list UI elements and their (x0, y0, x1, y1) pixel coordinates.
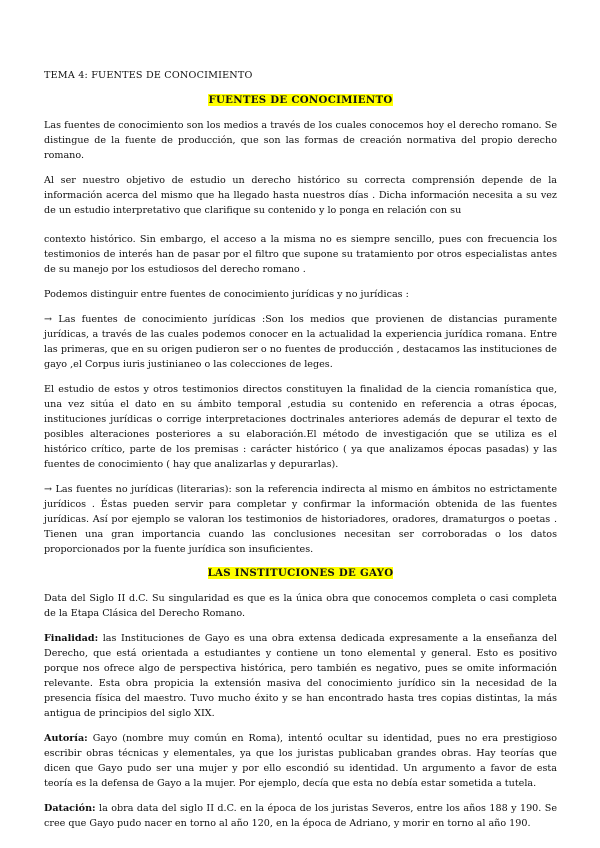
paragraph: → Las fuentes no jurídicas (literarias): son la referencia indirecta al mismo en ámbitos no estrictamente jurídicos . Éstas pueden servir para completar y confirmar la información obtenida de las fuentes jurídicas. Así por ejemplo se valoran los testimonios de historiadores, oradores, dramaturgos o poetas . Tienen una gran importancia cuando las conclusiones necesitan ser corroboradas o los datos proporcionados por la fuente jurídica son insuficientes. (44, 484, 557, 555)
finalidad-text: las Instituciones de Gayo es una obra extensa dedicada expresamente a la enseñanza del Derecho, que está orientada a estudiantes y contiene un tono elemental y general. Esto es positivo porque nos ofrece algo de perspectiva histórica, pero también es negativo, pues se omite información relevante. Esta obra propicia la extensión masiva del conocimiento jurídico sin la necesidad de la presencia física del maestro. Tuvo mucho éxito y se han encontrado hasta tres copias distintas, la más antigua de principios del siglo XIX. (44, 633, 557, 719)
paragraph-datacion (44, 801, 557, 831)
section-heading-gayo (44, 567, 557, 579)
section-heading-fuentes-text: FUENTES DE CONOCIMIENTO (208, 94, 393, 106)
paragraph-finalidad (44, 631, 557, 721)
paragraph-autoria (44, 731, 557, 791)
section-heading-gayo-text: LAS INSTITUCIONES DE GAYO (207, 567, 394, 579)
paragraph: → Las fuentes de conocimiento jurídicas :Son los medios que provienen de distancias puramente jurídicas, a través de las cuales podemos conocer en la actualidad la experiencia jurídica romana. Entre las primeras, que en su origen pudieron ser o no fuentes de producción , destacamos las instituciones de gayo ,el Corpus iuris justinianeo o las colecciones de leges. (44, 314, 557, 370)
document-title: TEMA 4: FUENTES DE CONOCIMIENTO (44, 70, 253, 81)
finalidad-label: Finalidad: (44, 633, 99, 644)
paragraph: Las fuentes de conocimiento son los medios a través de los cuales conocemos hoy el derecho romano. Se distingue de la fuente de producción, que son las formas de creación normativa del propio derecho romano. (44, 120, 557, 161)
paragraph: Podemos distinguir entre fuentes de conocimiento jurídicas y no jurídicas : (44, 289, 409, 300)
paragraph: Al ser nuestro objetivo de estudio un derecho histórico su correcta comprensión depende de la información acerca del mismo que ha llegado hasta nuestros días . Dicha información necesita a su vez de un estudio interpretativo que clarifique su contenido y lo ponga en relación con su (44, 175, 557, 216)
autoria-text: Gayo (nombre muy común en Roma), intentó ocultar su identidad, pues no era prestigioso escribir obras técnicas y elementales, ya que los juristas publicaban grandes obras. Hay teorías que dicen que Gayo pudo ser una mujer y por ello escondió su identidad. Un argumento a favor de esta teoría es la defensa de Gayo a la mujer. Por ejemplo, decía que esta no debía estar sometida a tutela. (44, 733, 557, 789)
paragraph: Data del Siglo II d.C. Su singularidad es que es la única obra que conocemos completa o casi completa de la Etapa Clásica del Derecho Romano. (44, 593, 557, 619)
datacion-label: Datación: (44, 803, 96, 814)
autoria-label: Autoría: (44, 733, 88, 744)
section-heading-fuentes (44, 94, 557, 106)
document-page (44, 70, 557, 841)
paragraph: El estudio de estos y otros testimonios directos constituyen la finalidad de la ciencia romanística que, una vez sitúa el dato en su ámbito temporal ,estudia su contenido en referencia a otras épocas, instituciones jurídicas o corrige interpretaciones doctrinales anteriores además de depurar el texto de posibles alteraciones posteriores a su elaboración.El método de investigación que se utiliza es el histórico crítico, parte de los premisas : carácter histórico ( ya que analizamos épocas pasadas) y las fuentes de conocimiento ( hay que analizarlas y depurarlas). (44, 384, 557, 470)
paragraph: contexto histórico. Sin embargo, el acceso a la misma no es siempre sencillo, pues con frecuencia los testimonios de interés han de pasar por el filtro que supone su tratamiento por otros especialistas antes de su manejo por los estudiosos del derecho romano . (44, 234, 557, 275)
datacion-text: la obra data del siglo II d.C. en la época de los juristas Severos, entre los años 188 y 190. Se cree que Gayo pudo nacer en torno al año 120, en la época de Adriano, y morir en torno al año 190. (44, 803, 557, 829)
